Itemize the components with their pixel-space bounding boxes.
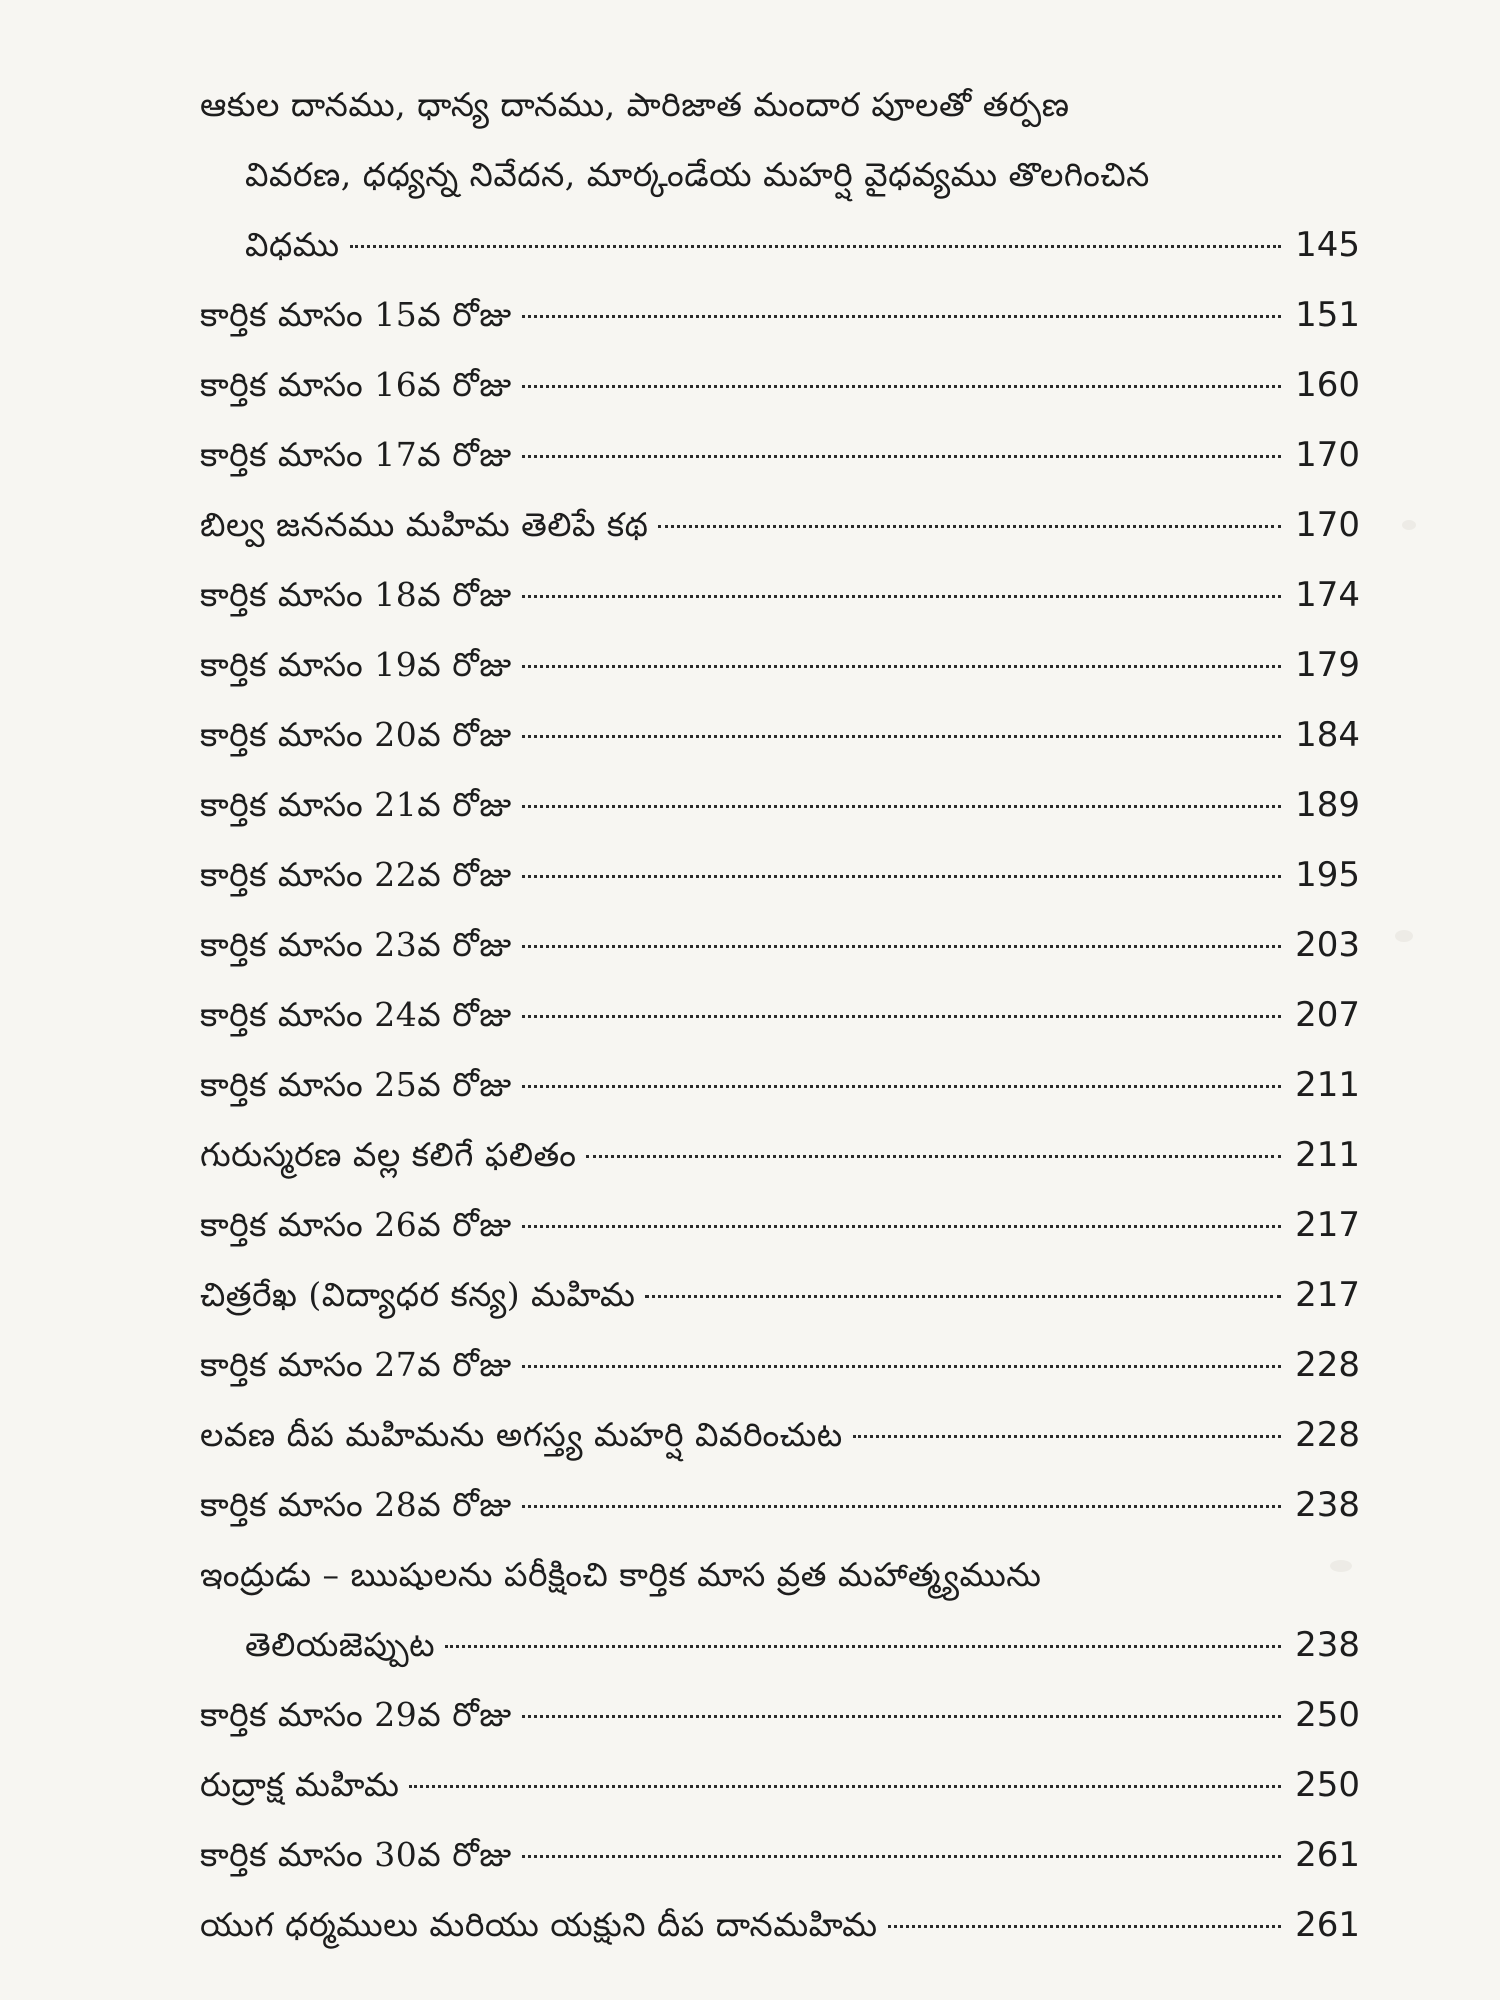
toc-entry-title: కార్తిక మాసం 30వ రోజు	[200, 1835, 512, 1874]
paper-speck	[1402, 520, 1416, 530]
toc-entry-page-number: 170	[1295, 435, 1360, 475]
toc-entry-title: రుద్రాక్ష మహిమ	[200, 1765, 400, 1804]
toc-entry-page-number: 217	[1295, 1205, 1360, 1245]
toc-entry	[200, 70, 1360, 140]
toc-entry-page-number: 228	[1295, 1415, 1360, 1455]
toc-entry	[200, 980, 1360, 1050]
toc-entry-title: కార్తిక మాసం 17వ రోజు	[200, 435, 512, 474]
dot-leader	[522, 665, 1281, 668]
toc-entry-title: కార్తిక మాసం 25వ రోజు	[200, 1065, 512, 1104]
dot-leader	[445, 1645, 1281, 1648]
toc-entry	[200, 420, 1360, 490]
toc-entry-page-number: 228	[1295, 1345, 1360, 1385]
toc-entry-title: కార్తిక మాసం 16వ రోజు	[200, 365, 512, 404]
dot-leader	[522, 1365, 1281, 1368]
dot-leader	[522, 315, 1281, 318]
toc-entry-title: కార్తిక మాసం 23వ రోజు	[200, 925, 512, 964]
dot-leader	[522, 1715, 1281, 1718]
toc-entry-page-number: 261	[1295, 1905, 1360, 1945]
toc-entry-page-number: 184	[1295, 715, 1360, 755]
dot-leader	[522, 1085, 1281, 1088]
toc-entry-title: గురుస్మరణ వల్ల కలిగే ఫలితం	[200, 1135, 577, 1174]
dot-leader	[522, 1225, 1281, 1228]
toc-entry-page-number: 238	[1295, 1625, 1360, 1665]
toc-entry-title: విధము	[245, 225, 340, 264]
toc-entry	[200, 1330, 1360, 1400]
toc-entry-page-number: 160	[1295, 365, 1360, 405]
toc-entry-title: కార్తిక మాసం 27వ రోజు	[200, 1345, 512, 1384]
toc-entry-title: కార్తిక మాసం 22వ రోజు	[200, 855, 512, 894]
toc-entry-title: ఇంద్రుడు – ఋషులను పరీక్షించి కార్తిక మాస వ్రత మహాత్మ్యమును	[200, 1555, 1042, 1594]
toc-entry-title: కార్తిక మాసం 24వ రోజు	[200, 995, 512, 1034]
toc-entry-page-number: 151	[1295, 295, 1360, 335]
toc-entry	[200, 1400, 1360, 1470]
dot-leader	[522, 455, 1281, 458]
toc-entry	[200, 910, 1360, 980]
toc-entry	[200, 1260, 1360, 1330]
toc-entry-page-number: 189	[1295, 785, 1360, 825]
dot-leader	[853, 1435, 1281, 1438]
toc-entry-page-number: 179	[1295, 645, 1360, 685]
toc-entry	[200, 1540, 1360, 1610]
toc-entry-page-number: 207	[1295, 995, 1360, 1035]
dot-leader	[522, 875, 1281, 878]
toc-entry	[200, 140, 1360, 210]
toc-entry	[200, 1050, 1360, 1120]
dot-leader	[522, 1505, 1281, 1508]
dot-leader	[522, 735, 1281, 738]
toc-entry-title: కార్తిక మాసం 15వ రోజు	[200, 295, 512, 334]
toc-entry	[200, 1610, 1360, 1680]
toc-entry-title: కార్తిక మాసం 20వ రోజు	[200, 715, 512, 754]
toc-entry	[200, 490, 1360, 560]
toc-entry-page-number: 211	[1295, 1135, 1360, 1175]
toc-entry-title: వివరణ, ధధ్యన్న నివేదన, మార్కండేయ మహర్షి వైధవ్యము తొలగించిన	[245, 155, 1150, 194]
toc-entry	[200, 350, 1360, 420]
toc-entry-page-number: 170	[1295, 505, 1360, 545]
dot-leader	[522, 945, 1281, 948]
toc-entry	[200, 210, 1360, 280]
toc-entry-title: కార్తిక మాసం 28వ రోజు	[200, 1485, 512, 1524]
toc-entry-page-number: 195	[1295, 855, 1360, 895]
toc-entry	[200, 630, 1360, 700]
toc-entry	[200, 1680, 1360, 1750]
toc-entry-page-number: 238	[1295, 1485, 1360, 1525]
dot-leader	[522, 385, 1281, 388]
toc-entry	[200, 280, 1360, 350]
toc-entry-page-number: 217	[1295, 1275, 1360, 1315]
toc-entry-title: కార్తిక మాసం 19వ రోజు	[200, 645, 512, 684]
toc-entry-title: కార్తిక మాసం 29వ రోజు	[200, 1695, 512, 1734]
toc-entry-title: ఆకుల దానము, ధాన్య దానము, పారిజాత మందార పూలతో తర్పణ	[200, 85, 1070, 124]
toc-entry	[200, 770, 1360, 840]
toc-entry-title: లవణ దీప మహిమను అగస్త్య మహర్షి వివరించుట	[200, 1415, 843, 1454]
table-of-contents	[200, 70, 1360, 1960]
dot-leader	[522, 805, 1281, 808]
toc-entry-title: కార్తిక మాసం 21వ రోజు	[200, 785, 512, 824]
toc-entry-page-number: 203	[1295, 925, 1360, 965]
toc-entry-page-number: 174	[1295, 575, 1360, 615]
toc-entry	[200, 1750, 1360, 1820]
toc-entry	[200, 1820, 1360, 1890]
toc-entry	[200, 1190, 1360, 1260]
toc-entry	[200, 840, 1360, 910]
toc-entry	[200, 1470, 1360, 1540]
toc-entry	[200, 1890, 1360, 1960]
toc-entry-page-number: 261	[1295, 1835, 1360, 1875]
toc-entry	[200, 1120, 1360, 1190]
dot-leader	[409, 1785, 1281, 1788]
toc-entry-title: చిత్రరేఖ (విద్యాధర కన్య) మహిమ	[200, 1275, 636, 1314]
toc-entry-page-number: 250	[1295, 1765, 1360, 1805]
toc-entry	[200, 560, 1360, 630]
toc-entry-title: కార్తిక మాసం 26వ రోజు	[200, 1205, 512, 1244]
toc-entry-page-number: 145	[1295, 225, 1360, 265]
toc-entry-page-number: 211	[1295, 1065, 1360, 1105]
toc-entry-title: బిల్వ జననము మహిమ తెలిపే కథ	[200, 505, 649, 544]
dot-leader	[888, 1925, 1282, 1928]
dot-leader	[522, 1015, 1281, 1018]
dot-leader	[522, 595, 1281, 598]
toc-entry	[200, 700, 1360, 770]
toc-entry-title: యుగ ధర్మములు మరియు యక్షుని దీప దానమహిమ	[200, 1905, 878, 1944]
paper-speck	[1395, 930, 1413, 942]
dot-leader	[658, 525, 1281, 528]
toc-entry-title: కార్తిక మాసం 18వ రోజు	[200, 575, 512, 614]
toc-entry-page-number: 250	[1295, 1695, 1360, 1735]
dot-leader	[645, 1295, 1281, 1298]
dot-leader	[586, 1155, 1281, 1158]
dot-leader	[522, 1855, 1281, 1858]
toc-entry-title: తెలియజెప్పుట	[245, 1625, 436, 1664]
dot-leader	[350, 245, 1282, 248]
